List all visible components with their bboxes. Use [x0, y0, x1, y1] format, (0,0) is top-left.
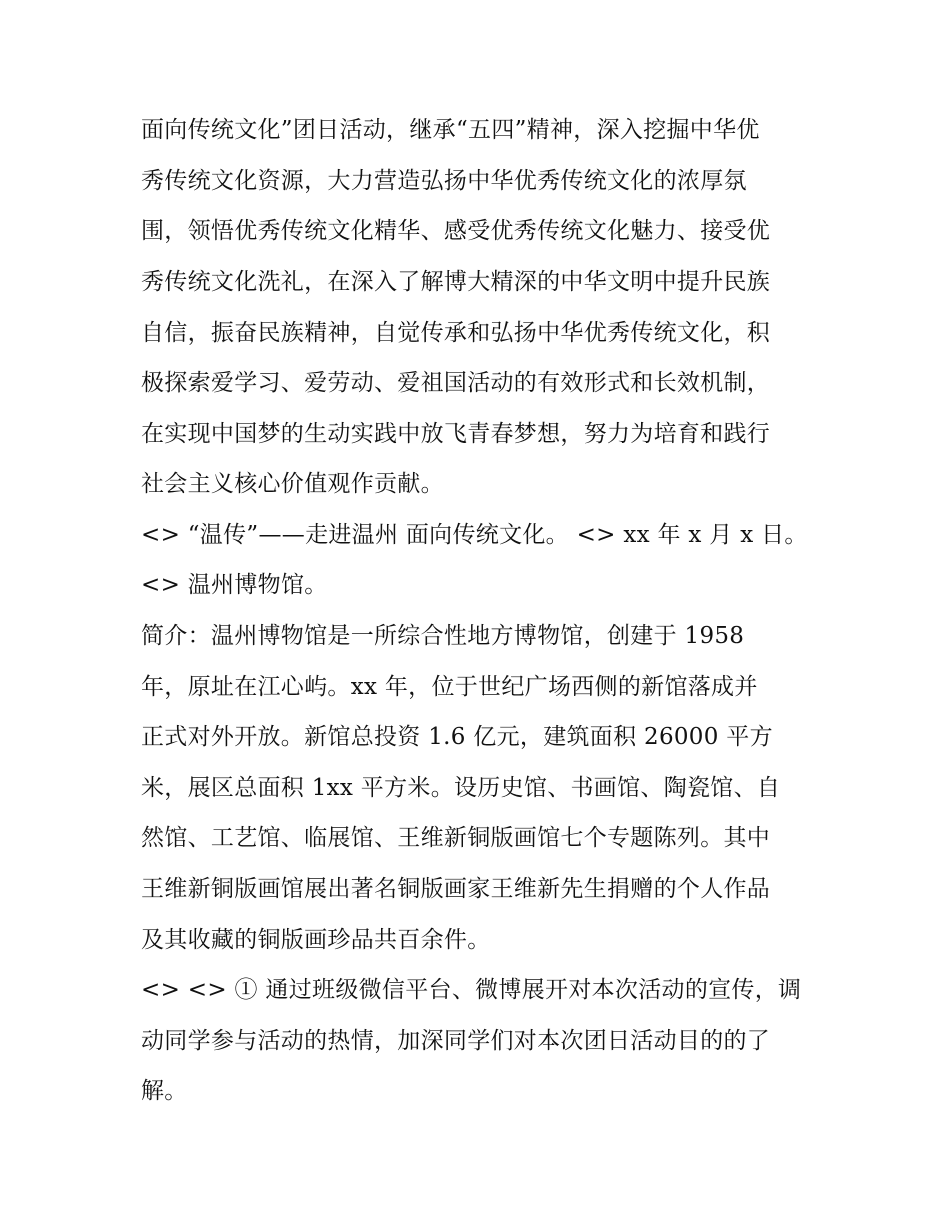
text-line: 年，原址在江心屿。xx 年，位于世纪广场西侧的新馆落成并	[141, 674, 758, 700]
text-line: <> <> ① 通过班级微信平台、微博展开对本次活动的宣传，调	[141, 977, 802, 1003]
text-line: 面向传统文化”团日活动，继承“五四”精神，深入挖掘中华优	[141, 117, 760, 143]
text-line: 极探索爱学习、爱劳动、爱祖国活动的有效形式和长效机制，	[141, 370, 771, 396]
text-line: 米，展区总面积 1xx 平方米。设历史馆、书画馆、陶瓷馆、自	[141, 775, 781, 801]
text-line: <> 温州博物馆。	[141, 572, 328, 598]
text-line: 社会主义核心价值观作贡献。	[141, 471, 444, 497]
text-line: 秀传统文化资源，大力营造弘扬中华优秀传统文化的浓厚氛	[141, 168, 747, 194]
text-line: 正式对外开放。新馆总投资 1.6 亿元，建筑面积 26000 平方	[141, 724, 773, 750]
text-line: 动同学参与活动的热情，加深同学们对本次团日活动目的的了	[141, 1028, 771, 1054]
text-line: 围，领悟优秀传统文化精华、感受优秀传统文化魅力、接受优	[141, 218, 771, 244]
text-line: 解。	[141, 1078, 188, 1104]
text-line: 及其收藏的铜版画珍品共百余件。	[141, 927, 491, 953]
text-line: <> “温传”——走进温州 面向传统文化。 <> xx 年 x 月 x 日。	[141, 522, 808, 548]
text-line: 简介：温州博物馆是一所综合性地方博物馆，创建于 1958	[141, 623, 745, 649]
text-line: 在实现中国梦的生动实践中放飞青春梦想，努力为培育和践行	[141, 421, 771, 447]
text-line: 自信，振奋民族精神，自觉传承和弘扬中华优秀传统文化，积	[141, 320, 771, 346]
text-line: 王维新铜版画馆展出著名铜版画家王维新先生捐赠的个人作品	[141, 876, 771, 902]
text-line: 然馆、工艺馆、临展馆、王维新铜版画馆七个专题陈列。其中	[141, 825, 771, 851]
text-line: 秀传统文化洗礼，在深入了解博大精深的中华文明中提升民族	[141, 269, 771, 295]
